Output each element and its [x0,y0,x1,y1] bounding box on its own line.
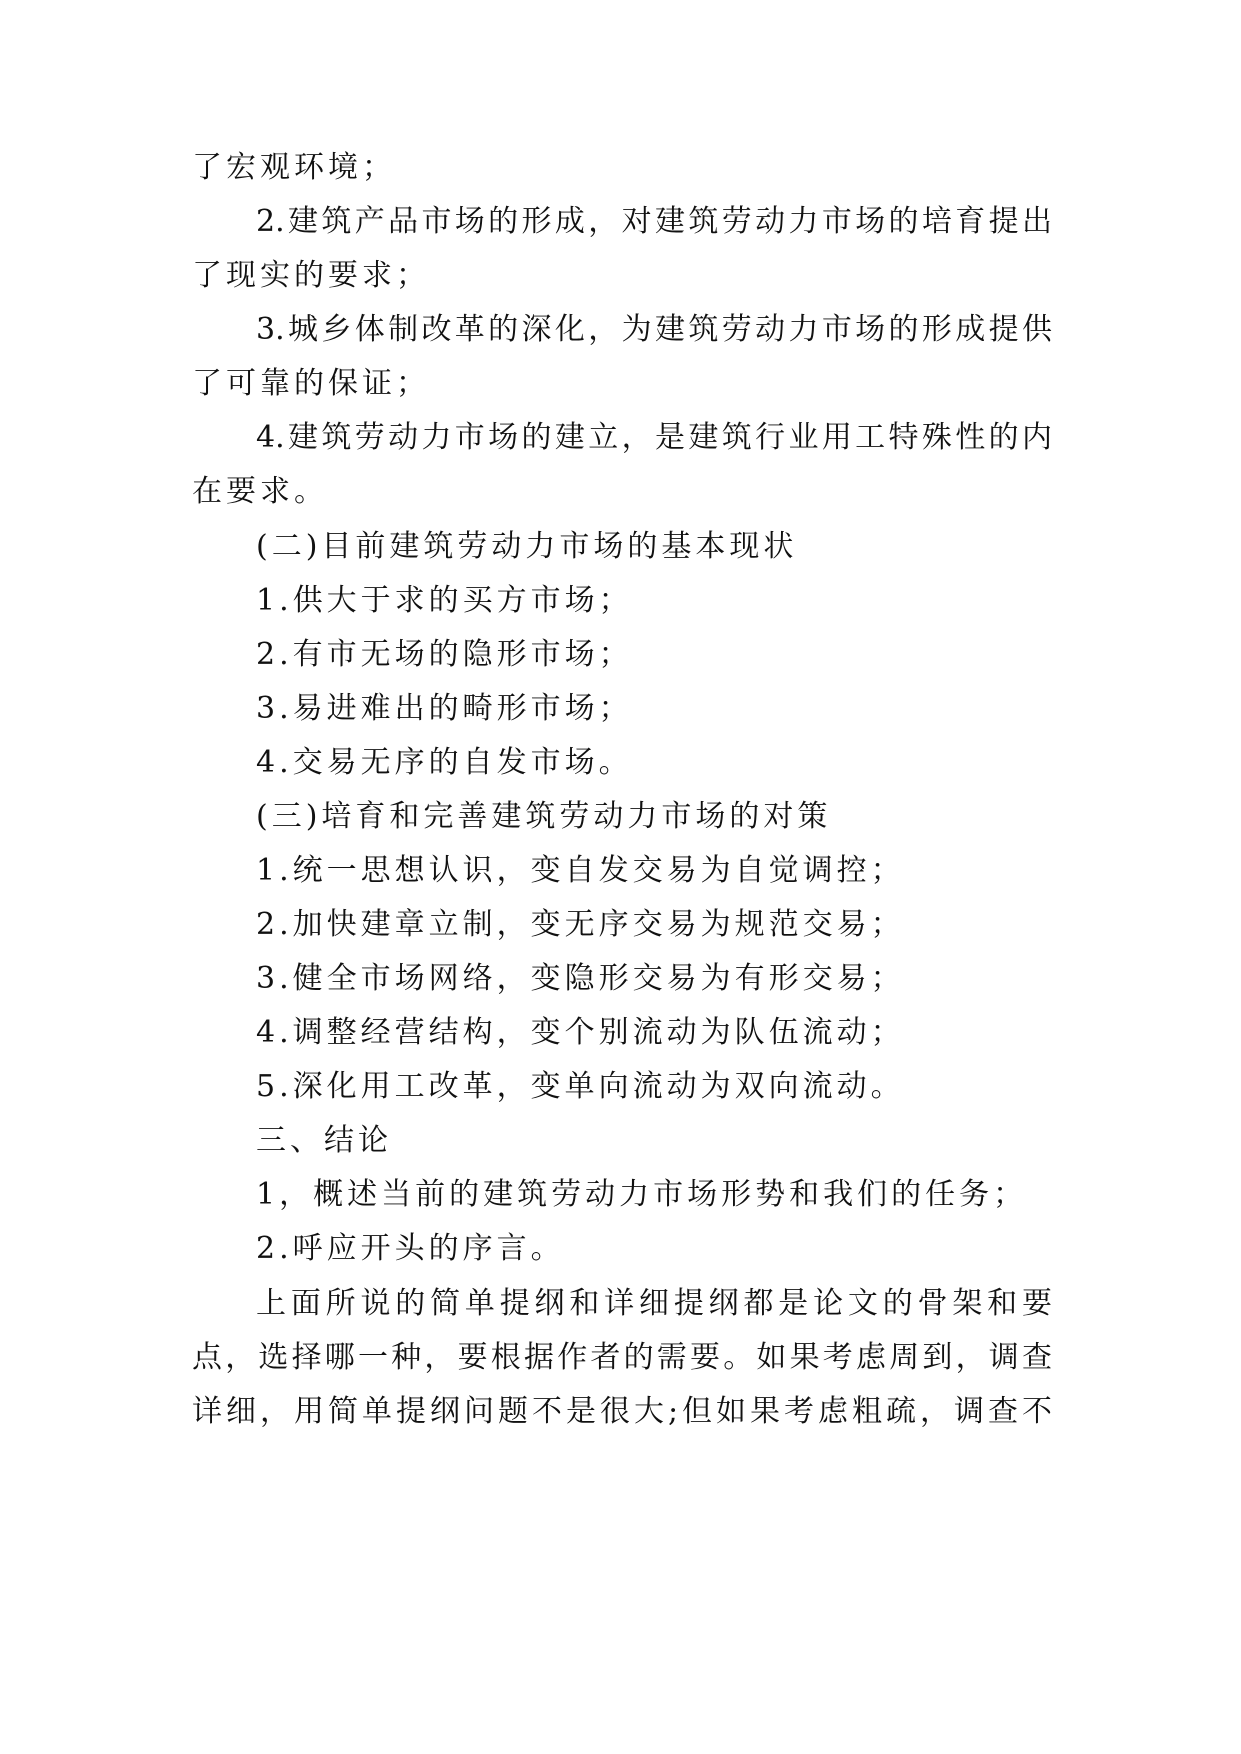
text-line: 2.加快建章立制，变无序交易为规范交易； [256,907,905,942]
text-line: 3.城乡体制改革的深化，为建筑劳动力市场的形成提供 [256,312,1052,347]
paragraph-line: 点，选择哪一种，要根据作者的需要。如果考虑周到，调查 [192,1340,1052,1375]
text-line: 1.供大于求的买方市场； [256,583,633,618]
text-line: 1，概述当前的建筑劳动力市场形势和我们的任务； [256,1177,1028,1212]
text-line: 5.深化用工改革，变单向流动为双向流动。 [256,1069,905,1104]
section-heading: (二)目前建筑劳动力市场的基本现状 [256,529,798,564]
text-line: 3.健全市场网络，变隐形交易为有形交易； [256,961,905,996]
paragraph-line: 上面所说的简单提纲和详细提纲都是论文的骨架和要 [256,1286,1052,1321]
text-line: 了可靠的保证； [192,366,430,401]
text-line: 4.建筑劳动力市场的建立，是建筑行业用工特殊性的内 [256,420,1052,455]
text-line: 3.易进难出的畸形市场； [256,691,633,726]
section-heading: 三、结论 [256,1123,392,1158]
section-heading: (三)培育和完善建筑劳动力市场的对策 [256,799,832,834]
text-line: 4.交易无序的自发市场。 [256,745,633,780]
text-line: 2.有市无场的隐形市场； [256,637,633,672]
text-line: 了宏观环境； [192,150,396,185]
paragraph-line: 详细，用简单提纲问题不是很大;但如果考虑粗疏，调查不 [192,1394,1052,1429]
text-line: 了现实的要求； [192,258,430,293]
text-line: 在要求。 [192,474,328,509]
text-line: 2.建筑产品市场的形成，对建筑劳动力市场的培育提出 [256,204,1052,239]
text-line: 2.呼应开头的序言。 [256,1231,565,1266]
text-line: 4.调整经营结构，变个别流动为队伍流动； [256,1015,905,1050]
text-line: 1.统一思想认识，变自发交易为自觉调控； [256,853,905,888]
